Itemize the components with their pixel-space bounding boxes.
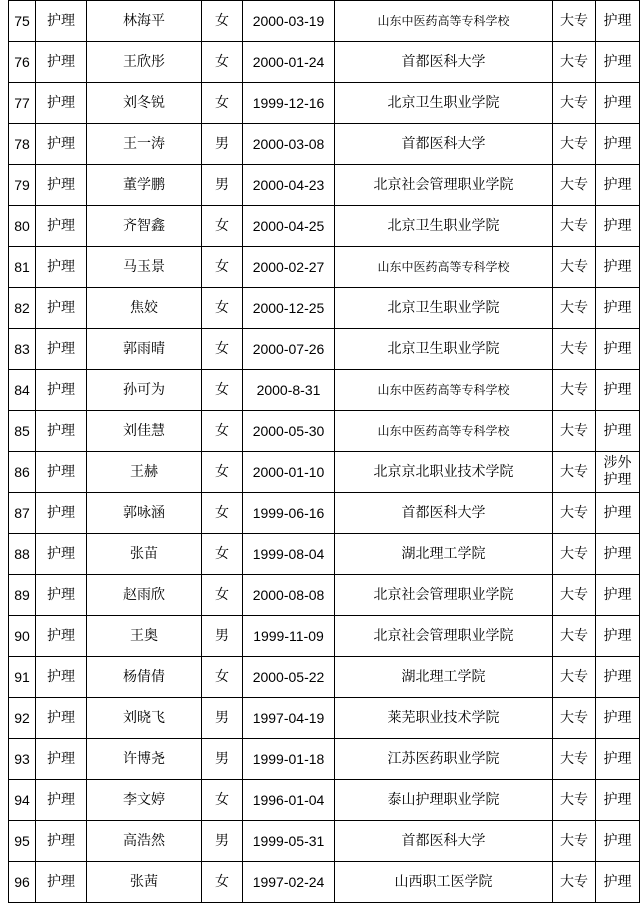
department-cell: 护理: [36, 534, 87, 575]
major-cell: 涉外 护理: [596, 452, 640, 493]
name-cell: 李文婷: [87, 780, 202, 821]
gender-cell: 女: [202, 206, 243, 247]
name-cell: 王奥: [87, 616, 202, 657]
birthdate-cell: 2000-01-10: [243, 452, 335, 493]
row-number: 96: [9, 862, 36, 903]
department-cell: 护理: [36, 575, 87, 616]
major-cell: 护理: [596, 862, 640, 903]
row-number: 76: [9, 42, 36, 83]
degree-cell: 大专: [553, 83, 596, 124]
degree-cell: 大专: [553, 1, 596, 42]
department-cell: 护理: [36, 780, 87, 821]
table-row: [9, 247, 640, 288]
row-number: 86: [9, 452, 36, 493]
table-row: [9, 575, 640, 616]
department-cell: 护理: [36, 452, 87, 493]
table-row: [9, 862, 640, 903]
gender-cell: 女: [202, 370, 243, 411]
school-cell: 首都医科大学: [335, 821, 553, 862]
major-cell: 护理: [596, 780, 640, 821]
gender-cell: 女: [202, 657, 243, 698]
gender-cell: 男: [202, 124, 243, 165]
department-cell: 护理: [36, 657, 87, 698]
gender-cell: 男: [202, 739, 243, 780]
table-row: [9, 206, 640, 247]
birthdate-cell: 1997-04-19: [243, 698, 335, 739]
school-cell: 首都医科大学: [335, 493, 553, 534]
row-number: 77: [9, 83, 36, 124]
birthdate-cell: 2000-04-25: [243, 206, 335, 247]
degree-cell: 大专: [553, 124, 596, 165]
table-row: [9, 411, 640, 452]
gender-cell: 女: [202, 493, 243, 534]
department-cell: 护理: [36, 698, 87, 739]
department-cell: 护理: [36, 493, 87, 534]
gender-cell: 女: [202, 247, 243, 288]
table-row: [9, 739, 640, 780]
major-cell: 护理: [596, 83, 640, 124]
birthdate-cell: 1997-02-24: [243, 862, 335, 903]
name-cell: 刘晓飞: [87, 698, 202, 739]
degree-cell: 大专: [553, 821, 596, 862]
roster-body: [9, 1, 640, 903]
school-cell: 北京社会管理职业学院: [335, 616, 553, 657]
birthdate-cell: 2000-08-08: [243, 575, 335, 616]
row-number: 91: [9, 657, 36, 698]
degree-cell: 大专: [553, 862, 596, 903]
name-cell: 齐智鑫: [87, 206, 202, 247]
school-cell: 莱芜职业技术学院: [335, 698, 553, 739]
school-cell: 北京卫生职业学院: [335, 206, 553, 247]
birthdate-cell: 1999-12-16: [243, 83, 335, 124]
birthdate-cell: 2000-02-27: [243, 247, 335, 288]
birthdate-cell: 1999-05-31: [243, 821, 335, 862]
degree-cell: 大专: [553, 247, 596, 288]
major-cell: 护理: [596, 288, 640, 329]
school-cell: 湖北理工学院: [335, 534, 553, 575]
birthdate-cell: 2000-12-25: [243, 288, 335, 329]
name-cell: 焦姣: [87, 288, 202, 329]
table-row: [9, 616, 640, 657]
gender-cell: 女: [202, 288, 243, 329]
gender-cell: 男: [202, 821, 243, 862]
name-cell: 郭咏涵: [87, 493, 202, 534]
row-number: 88: [9, 534, 36, 575]
department-cell: 护理: [36, 329, 87, 370]
department-cell: 护理: [36, 165, 87, 206]
table-row: [9, 780, 640, 821]
major-cell: 护理: [596, 534, 640, 575]
degree-cell: 大专: [553, 698, 596, 739]
department-cell: 护理: [36, 206, 87, 247]
degree-cell: 大专: [553, 739, 596, 780]
degree-cell: 大专: [553, 616, 596, 657]
major-cell: 护理: [596, 575, 640, 616]
major-cell: 护理: [596, 698, 640, 739]
row-number: 81: [9, 247, 36, 288]
department-cell: 护理: [36, 42, 87, 83]
major-cell: 护理: [596, 329, 640, 370]
school-cell: 首都医科大学: [335, 124, 553, 165]
degree-cell: 大专: [553, 780, 596, 821]
gender-cell: 女: [202, 42, 243, 83]
degree-cell: 大专: [553, 206, 596, 247]
department-cell: 护理: [36, 247, 87, 288]
school-cell: 江苏医药职业学院: [335, 739, 553, 780]
birthdate-cell: 2000-05-30: [243, 411, 335, 452]
name-cell: 高浩然: [87, 821, 202, 862]
row-number: 82: [9, 288, 36, 329]
birthdate-cell: 2000-01-24: [243, 42, 335, 83]
major-cell: 护理: [596, 493, 640, 534]
gender-cell: 女: [202, 329, 243, 370]
table-row: [9, 370, 640, 411]
school-cell: 山东中医药高等专科学校: [335, 1, 553, 42]
major-cell: 护理: [596, 247, 640, 288]
row-number: 75: [9, 1, 36, 42]
name-cell: 张茜: [87, 862, 202, 903]
row-number: 89: [9, 575, 36, 616]
name-cell: 孙可为: [87, 370, 202, 411]
row-number: 79: [9, 165, 36, 206]
degree-cell: 大专: [553, 288, 596, 329]
major-cell: 护理: [596, 1, 640, 42]
school-cell: 北京社会管理职业学院: [335, 575, 553, 616]
school-cell: 北京卫生职业学院: [335, 329, 553, 370]
degree-cell: 大专: [553, 165, 596, 206]
degree-cell: 大专: [553, 493, 596, 534]
table-row: [9, 657, 640, 698]
department-cell: 护理: [36, 83, 87, 124]
row-number: 94: [9, 780, 36, 821]
row-number: 78: [9, 124, 36, 165]
birthdate-cell: 1999-01-18: [243, 739, 335, 780]
table-row: [9, 83, 640, 124]
row-number: 92: [9, 698, 36, 739]
school-cell: 北京社会管理职业学院: [335, 165, 553, 206]
school-cell: 山东中医药高等专科学校: [335, 247, 553, 288]
gender-cell: 男: [202, 698, 243, 739]
department-cell: 护理: [36, 370, 87, 411]
school-cell: 首都医科大学: [335, 42, 553, 83]
row-number: 83: [9, 329, 36, 370]
row-number: 90: [9, 616, 36, 657]
birthdate-cell: 2000-05-22: [243, 657, 335, 698]
row-number: 95: [9, 821, 36, 862]
school-cell: 北京卫生职业学院: [335, 83, 553, 124]
name-cell: 许博尧: [87, 739, 202, 780]
school-cell: 北京卫生职业学院: [335, 288, 553, 329]
roster-table: [8, 0, 640, 903]
name-cell: 王一涛: [87, 124, 202, 165]
department-cell: 护理: [36, 862, 87, 903]
department-cell: 护理: [36, 821, 87, 862]
department-cell: 护理: [36, 1, 87, 42]
degree-cell: 大专: [553, 42, 596, 83]
name-cell: 王欣彤: [87, 42, 202, 83]
name-cell: 董学鹏: [87, 165, 202, 206]
school-cell: 山东中医药高等专科学校: [335, 411, 553, 452]
degree-cell: 大专: [553, 575, 596, 616]
table-row: [9, 42, 640, 83]
department-cell: 护理: [36, 616, 87, 657]
degree-cell: 大专: [553, 411, 596, 452]
name-cell: 刘佳慧: [87, 411, 202, 452]
table-row: [9, 124, 640, 165]
birthdate-cell: 2000-04-23: [243, 165, 335, 206]
major-cell: 护理: [596, 124, 640, 165]
gender-cell: 女: [202, 780, 243, 821]
table-row: [9, 165, 640, 206]
row-number: 85: [9, 411, 36, 452]
school-cell: 山西职工医学院: [335, 862, 553, 903]
degree-cell: 大专: [553, 329, 596, 370]
name-cell: 马玉景: [87, 247, 202, 288]
school-cell: 山东中医药高等专科学校: [335, 370, 553, 411]
row-number: 80: [9, 206, 36, 247]
major-cell: 护理: [596, 165, 640, 206]
school-cell: 湖北理工学院: [335, 657, 553, 698]
birthdate-cell: 1999-06-16: [243, 493, 335, 534]
birthdate-cell: 2000-07-26: [243, 329, 335, 370]
row-number: 87: [9, 493, 36, 534]
row-number: 84: [9, 370, 36, 411]
row-number: 93: [9, 739, 36, 780]
birthdate-cell: 1996-01-04: [243, 780, 335, 821]
name-cell: 刘冬锐: [87, 83, 202, 124]
name-cell: 林海平: [87, 1, 202, 42]
birthdate-cell: 2000-03-08: [243, 124, 335, 165]
major-cell: 护理: [596, 821, 640, 862]
gender-cell: 女: [202, 534, 243, 575]
gender-cell: 男: [202, 165, 243, 206]
gender-cell: 女: [202, 862, 243, 903]
table-row: [9, 821, 640, 862]
major-cell: 护理: [596, 411, 640, 452]
gender-cell: 女: [202, 83, 243, 124]
degree-cell: 大专: [553, 657, 596, 698]
birthdate-cell: 1999-11-09: [243, 616, 335, 657]
table-row: [9, 329, 640, 370]
name-cell: 杨倩倩: [87, 657, 202, 698]
name-cell: 张苗: [87, 534, 202, 575]
gender-cell: 女: [202, 575, 243, 616]
gender-cell: 男: [202, 616, 243, 657]
major-cell: 护理: [596, 739, 640, 780]
major-cell: 护理: [596, 370, 640, 411]
department-cell: 护理: [36, 739, 87, 780]
birthdate-cell: 2000-03-19: [243, 1, 335, 42]
birthdate-cell: 1999-08-04: [243, 534, 335, 575]
department-cell: 护理: [36, 411, 87, 452]
school-cell: 泰山护理职业学院: [335, 780, 553, 821]
gender-cell: 女: [202, 411, 243, 452]
department-cell: 护理: [36, 124, 87, 165]
major-cell: 护理: [596, 657, 640, 698]
department-cell: 护理: [36, 288, 87, 329]
table-row: [9, 534, 640, 575]
gender-cell: 女: [202, 452, 243, 493]
major-cell: 护理: [596, 42, 640, 83]
birthdate-cell: 2000-8-31: [243, 370, 335, 411]
degree-cell: 大专: [553, 534, 596, 575]
table-row: [9, 452, 640, 493]
major-cell: 护理: [596, 206, 640, 247]
table-row: [9, 698, 640, 739]
degree-cell: 大专: [553, 452, 596, 493]
gender-cell: 女: [202, 1, 243, 42]
degree-cell: 大专: [553, 370, 596, 411]
name-cell: 王赫: [87, 452, 202, 493]
major-cell: 护理: [596, 616, 640, 657]
name-cell: 郭雨晴: [87, 329, 202, 370]
name-cell: 赵雨欣: [87, 575, 202, 616]
table-row: [9, 288, 640, 329]
table-row: [9, 1, 640, 42]
school-cell: 北京京北职业技术学院: [335, 452, 553, 493]
table-row: [9, 493, 640, 534]
